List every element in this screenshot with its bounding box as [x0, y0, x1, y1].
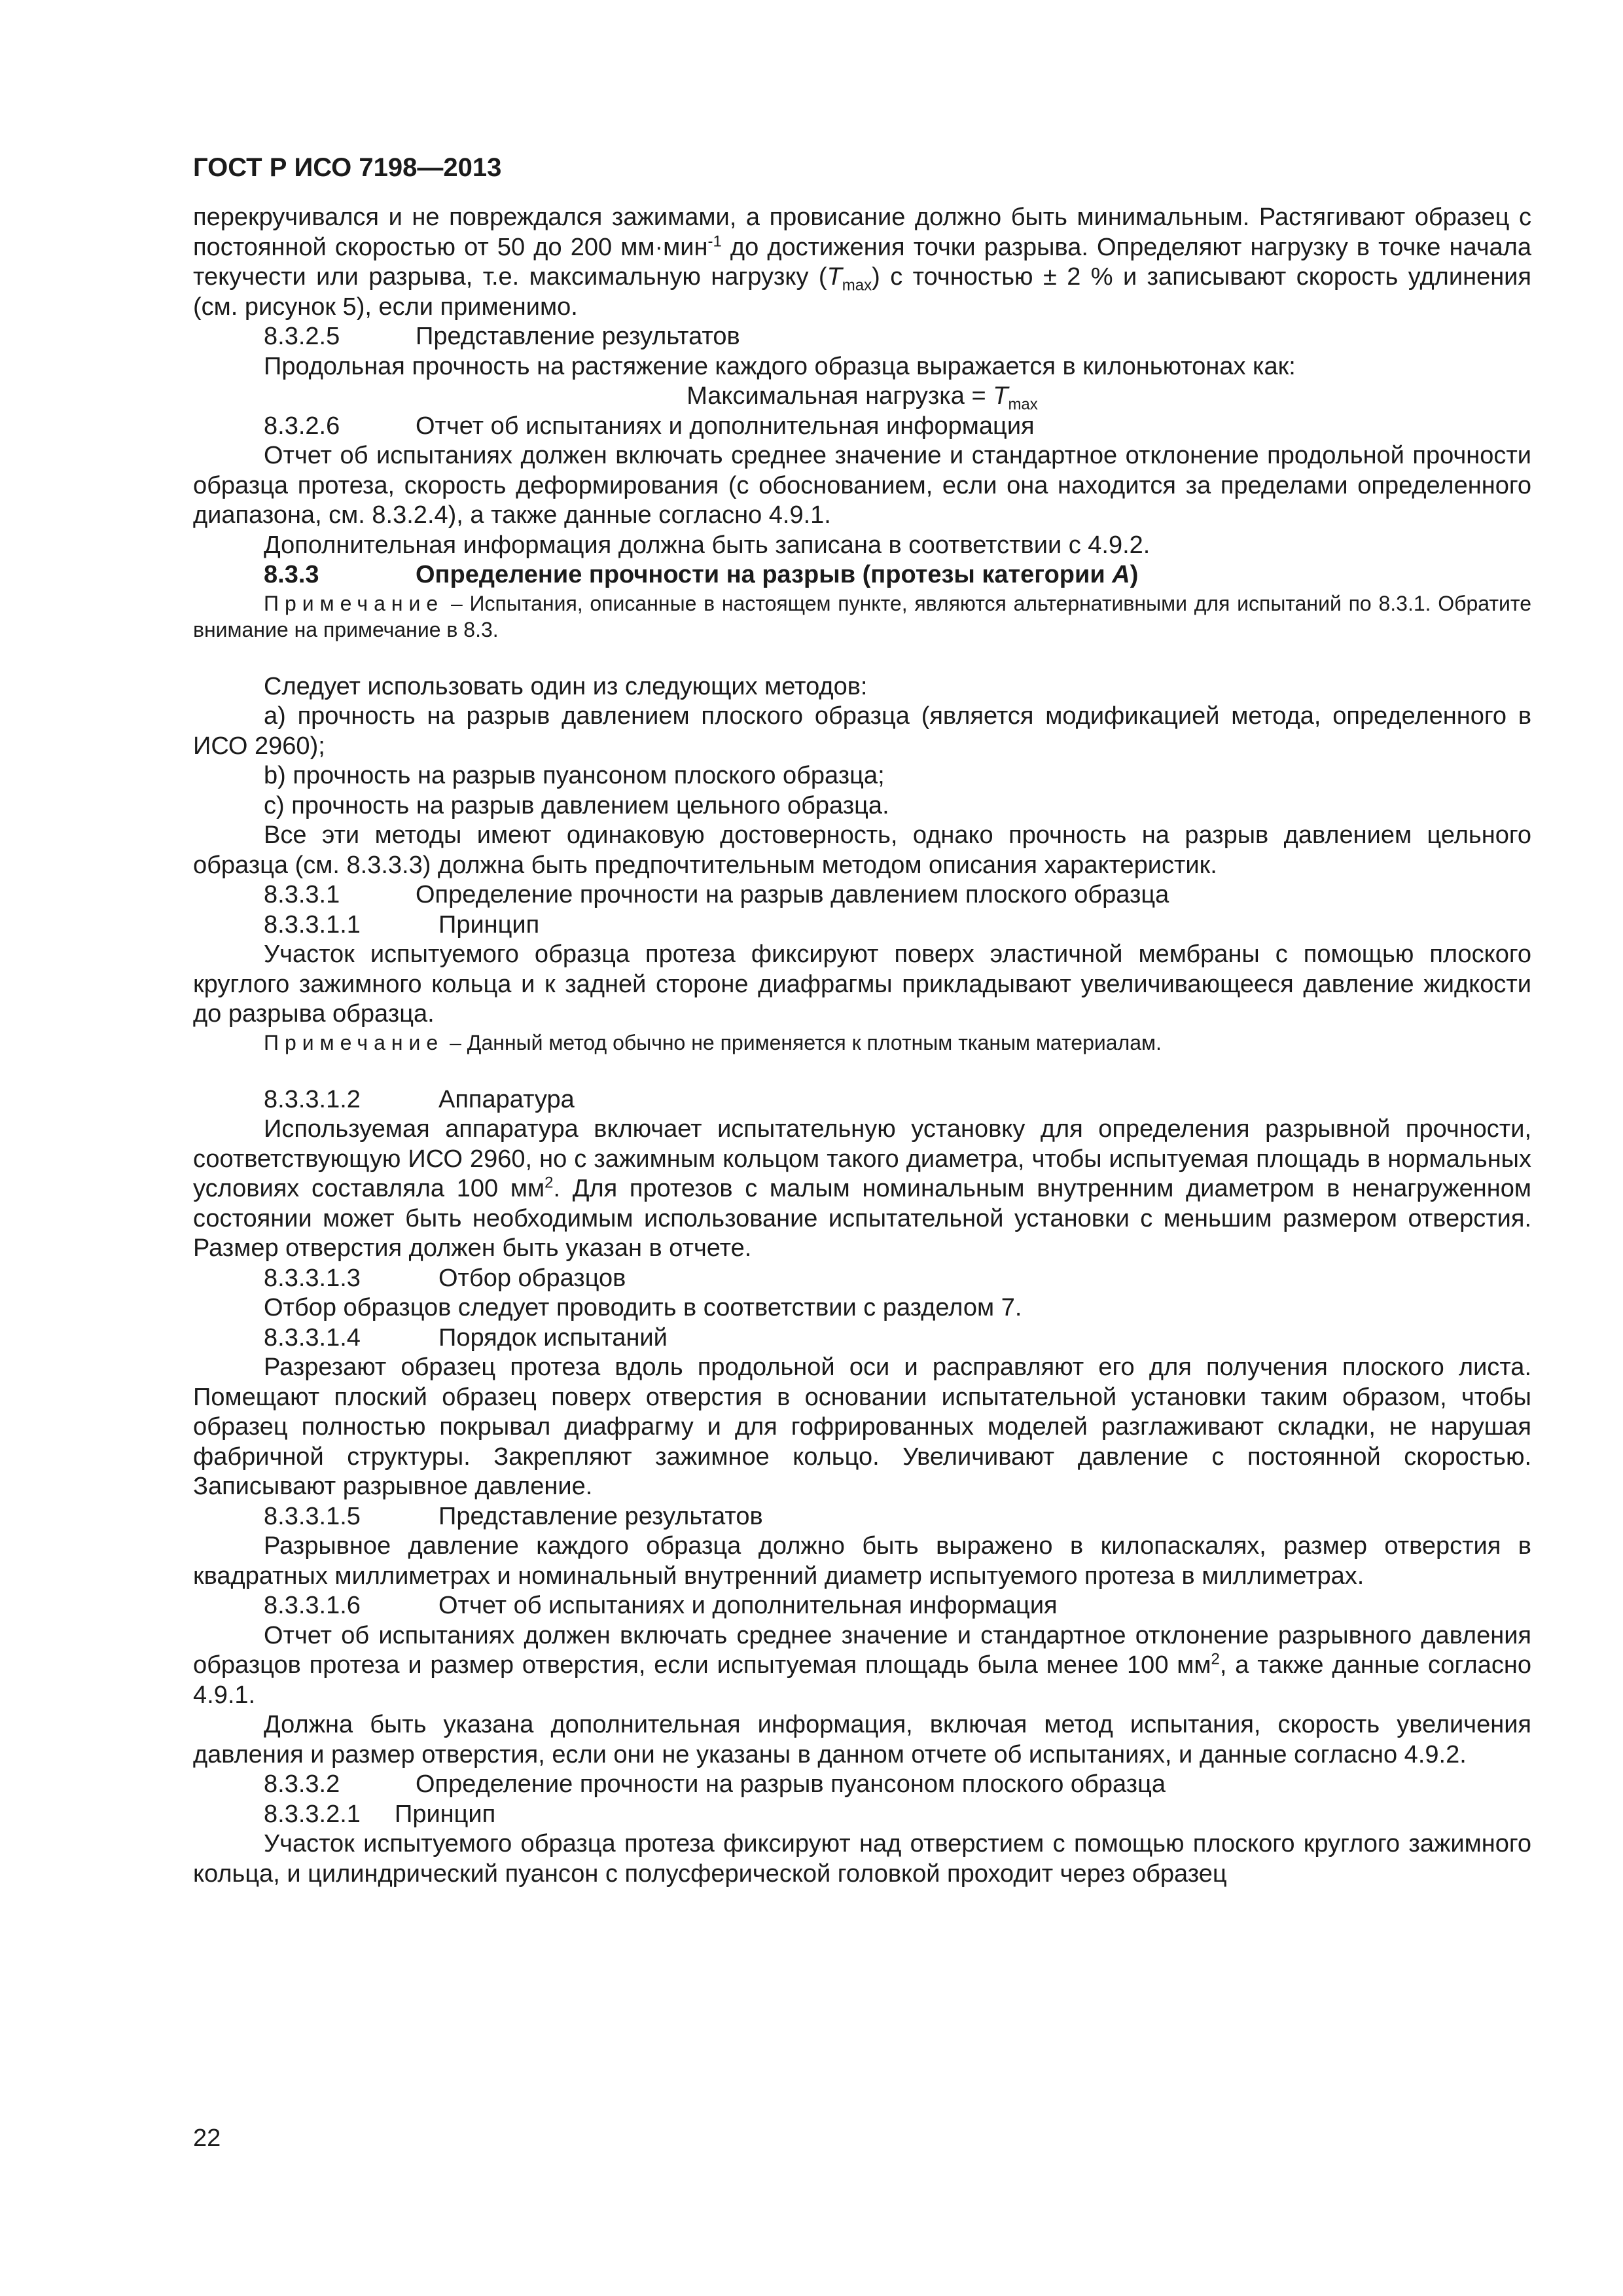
paragraph: Должна быть указана дополнительная информация, включая метод испытания, скорость увеличения давления и размер отверстия, если они не указаны в данном отчете об испытаниях, и данные согласно 4.9.2. [193, 1711, 1531, 1768]
paragraph: Все эти методы имеют одинаковую достоверность, однако прочность на разрыв давлением цельного образца (см. 8.3.3.3) должна быть предпочтительным методом описания характеристик. [193, 821, 1531, 879]
section-heading-8-3-2-6: 8.3.2.6 Отчет об испытаниях и дополнительная информация [264, 412, 1035, 440]
paragraph: Разрывное давление каждого образца должно быть выражено в килопаскалях, размер отверстия в квадратных миллиметрах и номинальный внутренний диаметр испытуемого протеза в миллиметрах. [193, 1532, 1531, 1590]
section-heading-8-3-3-2: 8.3.3.2 Определение прочности на разрыв пуансоном плоского образца [264, 1770, 1166, 1798]
list-item: a) прочность на разрыв давлением плоского образца (является модификацией метода, определенного в ИСО 2960); [193, 702, 1531, 760]
section-heading-8-3-3-1: 8.3.3.1 Определение прочности на разрыв давлением плоского образца [264, 881, 1169, 908]
section-heading-8-3-3-1-1: 8.3.3.1.1 Принцип [264, 910, 540, 939]
list-item: b) прочность на разрыв пуансоном плоского образца; [264, 762, 885, 789]
paragraph: Продольная прочность на растяжение каждого образца выражается в килоньютонах как: [264, 352, 1296, 380]
paragraph: Отчет об испытаниях должен включать среднее значение и стандартное отклонение разрывного давления образцов протеза и размер отверстия, если испытуемая площадь была менее 100 $мм^2$, а также данные согласно 4.9.1. [193, 1621, 1531, 1709]
paragraph: Отбор образцов следует проводить в соответствии с разделом 7. [264, 1294, 1022, 1321]
list-item: c) прочность на разрыв давлением цельного образца. [264, 791, 889, 819]
paragraph: Следует использовать один из следующих методов: [264, 672, 868, 700]
document-page [193, 152, 1531, 2115]
document-header: ГОСТ Р ИСО 7198—2013 [193, 153, 502, 182]
section-heading-8-3-3-1-3: 8.3.3.1.3 Отбор образцов [264, 1264, 626, 1292]
formula: Максимальная нагрузка = $T_{max}$ [687, 382, 1038, 414]
paragraph: Разрезают образец протеза вдоль продольной оси и расправляют его для получения плоского листа. Помещают плоский образец поверх отверстия в основании испытательной установки таким образом, чтобы образец полностью покрывал диафрагму и для гофрированных моделей разглаживают складки, не нарушая фабричной структуры. Закрепляют зажимное кольцо. Увеличивают давление с постоянной скоростью. Записывают разрывное давление. [193, 1354, 1531, 1500]
paragraph: Участок испытуемого образца протеза фиксируют над отверстием с помощью плоского круглого зажимного кольца, и цилиндрический пуансон с полусферической головкой проходит через образец [193, 1830, 1531, 1888]
paragraph: перекручивался и не повреждался зажимами, а провисание должно быть минимальным. Растягивают образец с постоянной скоростью от 50 до 200 мм·мин$^{-1}$ до достижения точки разрыва. Определяют нагрузку в точке начала текучести или разрыва, т.е. максимальную нагрузку $(T_{max})$ с точностью ± 2 % и записывают скорость удлинения (см. рисунок 5), если применимо. [193, 204, 1531, 321]
page-number: 22 [193, 2125, 221, 2152]
section-heading-8-3-3-1-4: 8.3.3.1.4 Порядок испытаний [264, 1323, 668, 1352]
section-heading-8-3-2-5: 8.3.2.5 Представление результатов [264, 323, 740, 350]
paragraph: Отчет об испытаниях должен включать среднее значение и стандартное отклонение продольной прочности образца протеза, скорость деформирования (с обоснованием, если она находится за пределами определенного диапазона, см. 8.3.2.4), а также данные согласно 4.9.1. [193, 442, 1531, 529]
section-heading-8-3-3-1-5: 8.3.3.1.5 Представление результатов [264, 1502, 763, 1530]
note: Примечание – Испытания, описанные в настоящем пункте, являются альтернативными для испытаний по 8.3.1. Обратите внимание на примечание в 8.3. [193, 591, 1531, 641]
paragraph: Используемая аппаратура включает испытательную установку для определения разрывной прочности, соответствующую ИСО 2960, но с зажимным кольцом такого диаметра, чтобы испытуемая площадь в нормальных условиях составляла 100 $мм^2$. Для протезов с малым номинальным внутренним диаметром в ненагруженном состоянии может быть необходимым использование испытательной установки с меньшим размером отверстия. Размер отверстия должен быть указан в отчете. [193, 1115, 1531, 1262]
section-heading-8-3-3-1-6: 8.3.3.1.6 Отчет об испытаниях и дополнительная информация [264, 1592, 1058, 1619]
note: Примечание – Данный метод обычно не применяется к плотным тканым материалам. [264, 1030, 1162, 1054]
spacer [193, 643, 1531, 672]
section-heading-8-3-3-2-1: 8.3.3.2.1 Принцип [264, 1800, 496, 1828]
paragraph: Дополнительная информация должна быть записана в соответствии с 4.9.2. [264, 531, 1150, 559]
section-heading-8-3-3-1-2: 8.3.3.1.2 Аппаратура [264, 1085, 575, 1113]
spacer [193, 1056, 1531, 1085]
section-heading-8-3-3: 8.3.3 Определение прочности на разрыв (протезы категории А) [264, 561, 1139, 588]
paragraph: Участок испытуемого образца протеза фиксируют поверх эластичной мембраны с помощью плоского круглого зажимного кольца и к задней стороне диафрагмы прикладывают увеличивающееся давление жидкости до разрыва образца. [193, 941, 1531, 1028]
